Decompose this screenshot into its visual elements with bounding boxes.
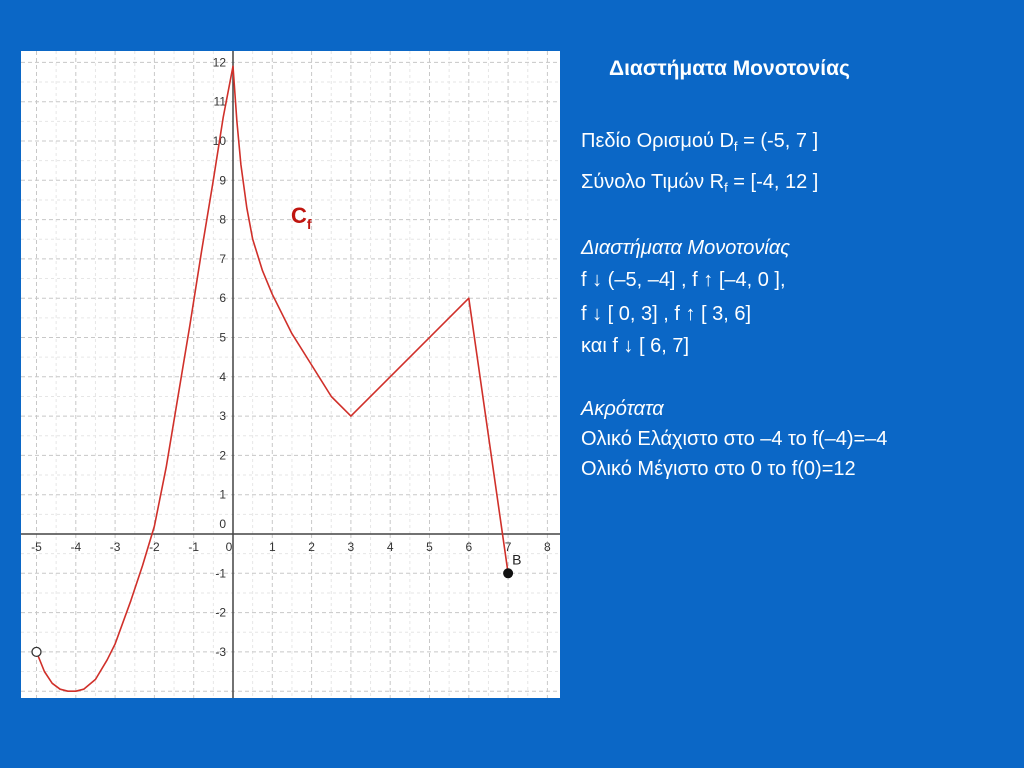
x-tick-label: 8: [544, 540, 551, 554]
x-tick-label: 5: [426, 540, 433, 554]
y-tick-label: 10: [212, 134, 226, 148]
y-tick-label: -2: [215, 605, 226, 620]
x-tick-label: 6: [465, 540, 473, 554]
x-tick-label: -4: [70, 540, 82, 554]
point-label-b: B: [512, 551, 522, 568]
y-tick-label: -1: [215, 566, 226, 581]
function-graph: [21, 51, 560, 698]
y-tick-label: 8: [219, 212, 226, 227]
y-tick-label: 6: [219, 291, 226, 306]
x-tick-label: -5: [31, 540, 42, 554]
domain-text: Πεδίο Ορισμού $D_f = (-5$, 7 ]: [581, 130, 819, 154]
monotonicity-title: Διαστήματα Μονοτονίας: [581, 237, 790, 259]
y-tick-label: -3: [215, 644, 226, 659]
curve-label-cf: $C_f$: [291, 203, 312, 232]
open-endpoint: [32, 647, 41, 656]
monotonicity-line: f ↓ (–5, –4] , f ↑ [–4, 0 ],: [581, 269, 786, 291]
y-tick-label: 4: [219, 369, 226, 384]
y-tick-label: 5: [219, 330, 226, 345]
y-tick-label: 12: [212, 55, 226, 70]
monotonicity-line: και f ↓ [ 6, 7]: [581, 335, 690, 357]
y-tick-label: 3: [219, 409, 226, 424]
x-tick-label: 4: [386, 540, 394, 554]
closed-endpoint: [503, 568, 513, 578]
chart-canvas: [21, 51, 560, 698]
extrema-max-line: Ολικό Μέγιστο στο 0 το f(0)=12: [581, 458, 856, 480]
x-tick-label: 2: [308, 540, 315, 554]
y-tick-label: 2: [219, 448, 226, 463]
y-tick-label: 7: [219, 251, 226, 266]
panel-heading: Διαστήματα Μονοτονίας: [609, 57, 850, 80]
extrema-min-line: Ολικό Ελάχιστο στο –4 το f(–4)=–4: [581, 428, 888, 450]
y-tick-label: 0: [219, 517, 226, 531]
x-tick-label: -2: [149, 540, 160, 554]
range-text: Σύνολο Τιμών $R_f = [-4$, 12 ]: [581, 171, 819, 195]
x-tick-label: -3: [109, 540, 121, 554]
monotonicity-line: f ↓ [ 0, 3] , f ↑ [ 3, 6]: [581, 303, 752, 325]
x-tick-label: 3: [347, 540, 355, 554]
x-tick-label: 7: [504, 540, 512, 554]
x-tick-label: -1: [188, 540, 200, 554]
y-tick-label: 11: [213, 94, 226, 109]
y-tick-label: 9: [219, 173, 226, 188]
x-tick-label: 1: [268, 540, 276, 554]
y-tick-label: 1: [219, 487, 226, 502]
extrema-title: Ακρότατα: [581, 398, 664, 420]
x-tick-label: 0: [225, 540, 233, 554]
